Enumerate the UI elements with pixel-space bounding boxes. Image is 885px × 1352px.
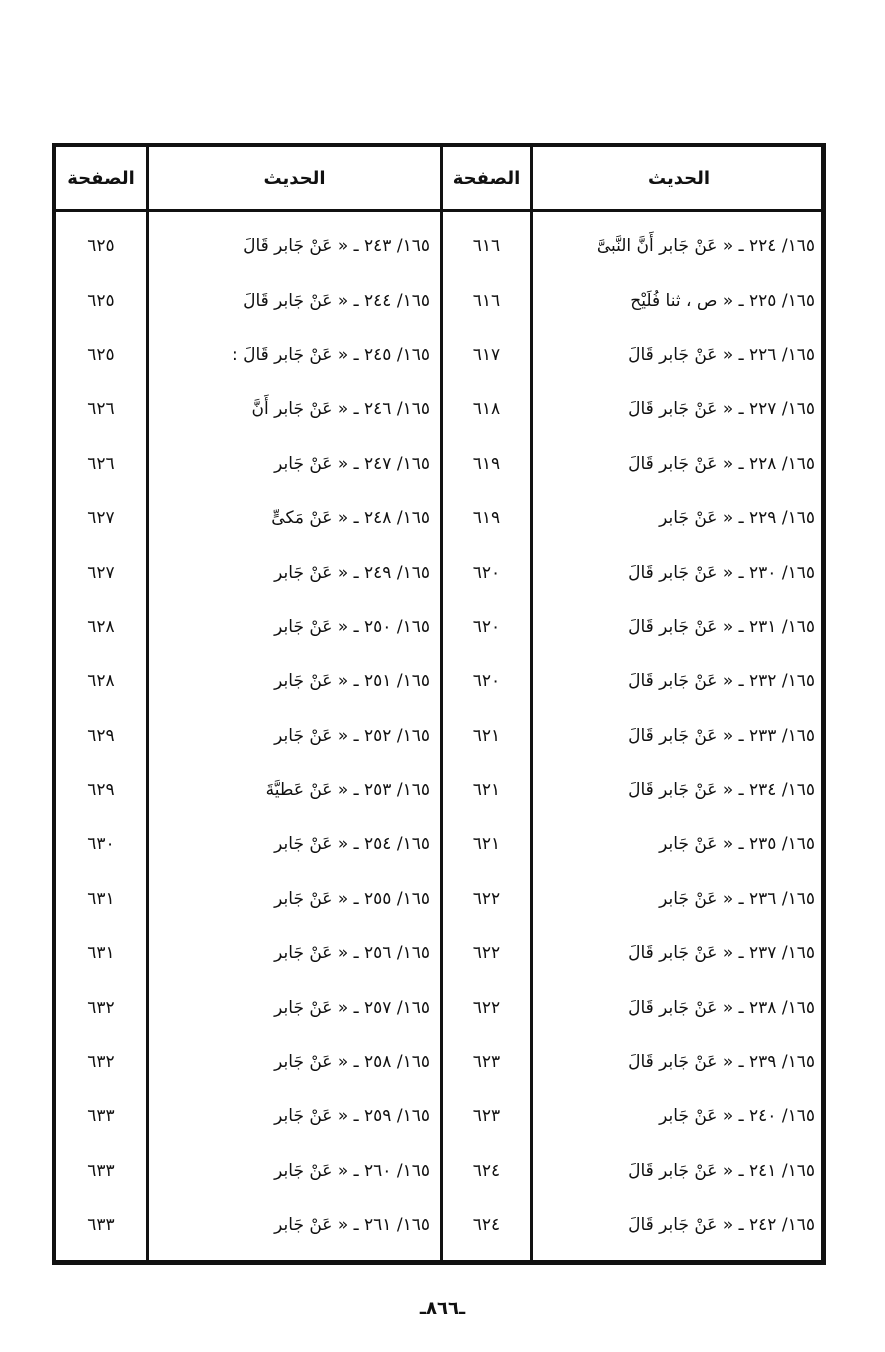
- table-row: [56, 709, 821, 763]
- table-row: [56, 545, 821, 599]
- hadith-left-cell: ١٦٥/ ٢٥٢ ـ « عَنْ جَابر: [274, 725, 430, 746]
- page-number: ـ٨٦٦ـ: [419, 1298, 466, 1319]
- hadith-right-cell: ١٦٥/ ٢٣٠ ـ « عَنْ جَابر قَالَ: [628, 562, 815, 583]
- hadith-left-cell: ١٦٥/ ٢٥٩ ـ « عَنْ جَابر: [274, 1106, 430, 1127]
- hadith-right-cell: ١٦٥/ ٢٣٧ ـ « عَنْ جَابر قَالَ: [628, 943, 815, 964]
- page-right-cell: ٦١٩: [472, 508, 501, 529]
- page-right-cell: ٦٢٠: [472, 562, 501, 583]
- page-left-cell: ٦٣٢: [87, 1052, 115, 1073]
- hadith-left-cell: ١٦٥/ ٢٥٨ ـ « عَنْ جَابر: [274, 1052, 430, 1073]
- page-left-cell: ٦٢٦: [87, 399, 115, 420]
- hadith-left-cell: ١٦٥/ ٢٤٧ ـ « عَنْ جَابر: [274, 453, 430, 474]
- header-page-right: الصفحة: [452, 167, 521, 189]
- page-left-cell: ٦٢٥: [87, 344, 115, 365]
- hadith-right-cell: ١٦٥/ ٢٣٣ ـ « عَنْ جَابر قَالَ: [628, 725, 815, 746]
- page-right-cell: ٦٢١: [472, 780, 501, 801]
- page-left-cell: ٦٢٧: [87, 508, 115, 529]
- table-row: [56, 219, 821, 273]
- hadith-left-cell: ١٦٥/ ٢٥٦ ـ « عَنْ جَابر: [274, 943, 430, 964]
- hadith-left-cell: ١٦٥/ ٢٦١ ـ « عَنْ جَابر: [274, 1215, 430, 1236]
- page-right-cell: ٦٢٠: [472, 616, 501, 637]
- table-row: [56, 1198, 821, 1252]
- page-right-cell: ٦٢٣: [472, 1106, 501, 1127]
- page-right-cell: ٦١٨: [472, 399, 501, 420]
- hadith-right-cell: ١٦٥/ ٢٣٤ ـ « عَنْ جَابر قَالَ: [628, 780, 815, 801]
- hadith-left-cell: ١٦٥/ ٢٤٤ ـ « عَنْ جَابر قَالَ: [243, 290, 430, 311]
- table-row: [56, 437, 821, 491]
- hadith-left-cell: ١٦٥/ ٢٤٨ ـ « عَنْ مَكىٍّ: [271, 508, 430, 529]
- hadith-right-cell: ١٦٥/ ٢٤١ ـ « عَنْ جَابر قَالَ: [628, 1160, 815, 1181]
- hadith-left-cell: ١٦٥/ ٢٥٣ ـ « عَنْ عَطيَّةَ: [265, 780, 430, 801]
- table-row: [56, 1035, 821, 1089]
- table-row: [56, 1144, 821, 1198]
- table-row: [56, 872, 821, 926]
- header-divider: [56, 209, 821, 212]
- page-right-cell: ٦٢١: [472, 834, 501, 855]
- table-row: [56, 980, 821, 1034]
- page-left-cell: ٦٢٨: [87, 616, 115, 637]
- table-row: [56, 763, 821, 817]
- page-right-cell: ٦٢٢: [472, 997, 501, 1018]
- page-right-cell: ٦٢٣: [472, 1052, 501, 1073]
- header-hadith-left: الحديث: [263, 167, 326, 189]
- hadith-left-cell: ١٦٥/ ٢٥١ ـ « عَنْ جَابر: [274, 671, 430, 692]
- page-left-cell: ٦٢٦: [87, 453, 115, 474]
- hadith-right-cell: ١٦٥/ ٢٣٢ ـ « عَنْ جَابر قَالَ: [628, 671, 815, 692]
- table-row: [56, 817, 821, 871]
- hadith-right-cell: ١٦٥/ ٢٢٧ ـ « عَنْ جَابر قَالَ: [628, 399, 815, 420]
- page-right-cell: ٦٢٤: [472, 1215, 501, 1236]
- hadith-right-cell: ١٦٥/ ٢٢٦ ـ « عَنْ جَابر قَالَ: [628, 344, 815, 365]
- hadith-left-cell: ١٦٥/ ٢٥٧ ـ « عَنْ جَابر: [274, 997, 430, 1018]
- page-left-cell: ٦٣٣: [87, 1215, 115, 1236]
- page-left-cell: ٦٢٥: [87, 290, 115, 311]
- index-table: [52, 143, 826, 1265]
- hadith-right-cell: ١٦٥/ ٢٣٦ ـ « عَنْ جَابر: [659, 888, 815, 909]
- hadith-left-cell: ١٦٥/ ٢٦٠ ـ « عَنْ جَابر: [274, 1160, 430, 1181]
- hadith-right-cell: ١٦٥/ ٢٢٥ ـ « ص ، ثنا فُلَيْح: [630, 290, 815, 311]
- hadith-left-cell: ١٦٥/ ٢٤٩ ـ « عَنْ جَابر: [274, 562, 430, 583]
- page-left-cell: ٦٢٨: [87, 671, 115, 692]
- page-right-cell: ٦٢٢: [472, 943, 501, 964]
- hadith-left-cell: ١٦٥/ ٢٥٤ ـ « عَنْ جَابر: [274, 834, 430, 855]
- header-page-left: الصفحة: [67, 167, 135, 189]
- page-right-cell: ٦٢٢: [472, 888, 501, 909]
- table-row: [56, 328, 821, 382]
- hadith-right-cell: ١٦٥/ ٢٢٩ ـ « عَنْ جَابر: [659, 508, 815, 529]
- page-right-cell: ٦١٧: [472, 344, 501, 365]
- hadith-right-cell: ١٦٥/ ٢٣٩ ـ « عَنْ جَابر قَالَ: [628, 1052, 815, 1073]
- hadith-left-cell: ١٦٥/ ٢٤٣ ـ « عَنْ جَابر قَالَ: [243, 236, 430, 257]
- hadith-left-cell: ١٦٥/ ٢٥٥ ـ « عَنْ جَابر: [274, 888, 430, 909]
- page-right-cell: ٦٢١: [472, 725, 501, 746]
- page-left-cell: ٦٣٠: [87, 834, 115, 855]
- hadith-right-cell: ١٦٥/ ٢٣١ ـ « عَنْ جَابر قَالَ: [628, 616, 815, 637]
- page-left-cell: ٦٢٩: [87, 725, 115, 746]
- page-left-cell: ٦٣١: [87, 888, 115, 909]
- hadith-right-cell: ١٦٥/ ٢٤٢ ـ « عَنْ جَابر قَالَ: [628, 1215, 815, 1236]
- page-right-cell: ٦١٦: [472, 236, 501, 257]
- page-right-cell: ٦٢٤: [472, 1160, 501, 1181]
- table-row: [56, 654, 821, 708]
- page-left-cell: ٦٣٣: [87, 1106, 115, 1127]
- page-right-cell: ٦٢٠: [472, 671, 501, 692]
- page-left-cell: ٦٣٣: [87, 1160, 115, 1181]
- page-right-cell: ٦١٩: [472, 453, 501, 474]
- page-left-cell: ٦٣٢: [87, 997, 115, 1018]
- hadith-left-cell: ١٦٥/ ٢٤٦ ـ « عَنْ جَابر أَنَّ: [251, 399, 430, 420]
- hadith-right-cell: ١٦٥/ ٢٣٥ ـ « عَنْ جَابر: [659, 834, 815, 855]
- table-row: [56, 273, 821, 327]
- page-left-cell: ٦٢٥: [87, 236, 115, 257]
- table-row: [56, 600, 821, 654]
- table-row: [56, 491, 821, 545]
- table-row: [56, 926, 821, 980]
- page-left-cell: ٦٣١: [87, 943, 115, 964]
- hadith-right-cell: ١٦٥/ ٢٣٨ ـ « عَنْ جَابر قَالَ: [628, 997, 815, 1018]
- page-left-cell: ٦٢٩: [87, 780, 115, 801]
- table-row: [56, 382, 821, 436]
- hadith-right-cell: ١٦٥/ ٢٢٨ ـ « عَنْ جَابر قَالَ: [628, 453, 815, 474]
- hadith-right-cell: ١٦٥/ ٢٤٠ ـ « عَنْ جَابر: [659, 1106, 815, 1127]
- page-right-cell: ٦١٦: [472, 290, 501, 311]
- hadith-left-cell: ١٦٥/ ٢٤٥ ـ « عَنْ جَابر قَالَ :: [231, 344, 430, 365]
- page-left-cell: ٦٢٧: [87, 562, 115, 583]
- hadith-right-cell: ١٦٥/ ٢٢٤ ـ « عَنْ جَابر أَنَّ النَّبىَّ: [596, 236, 815, 257]
- header-hadith-right: الحديث: [647, 167, 711, 189]
- hadith-left-cell: ١٦٥/ ٢٥٠ ـ « عَنْ جَابر: [274, 616, 430, 637]
- table-row: [56, 1089, 821, 1143]
- table-body: [56, 219, 821, 1252]
